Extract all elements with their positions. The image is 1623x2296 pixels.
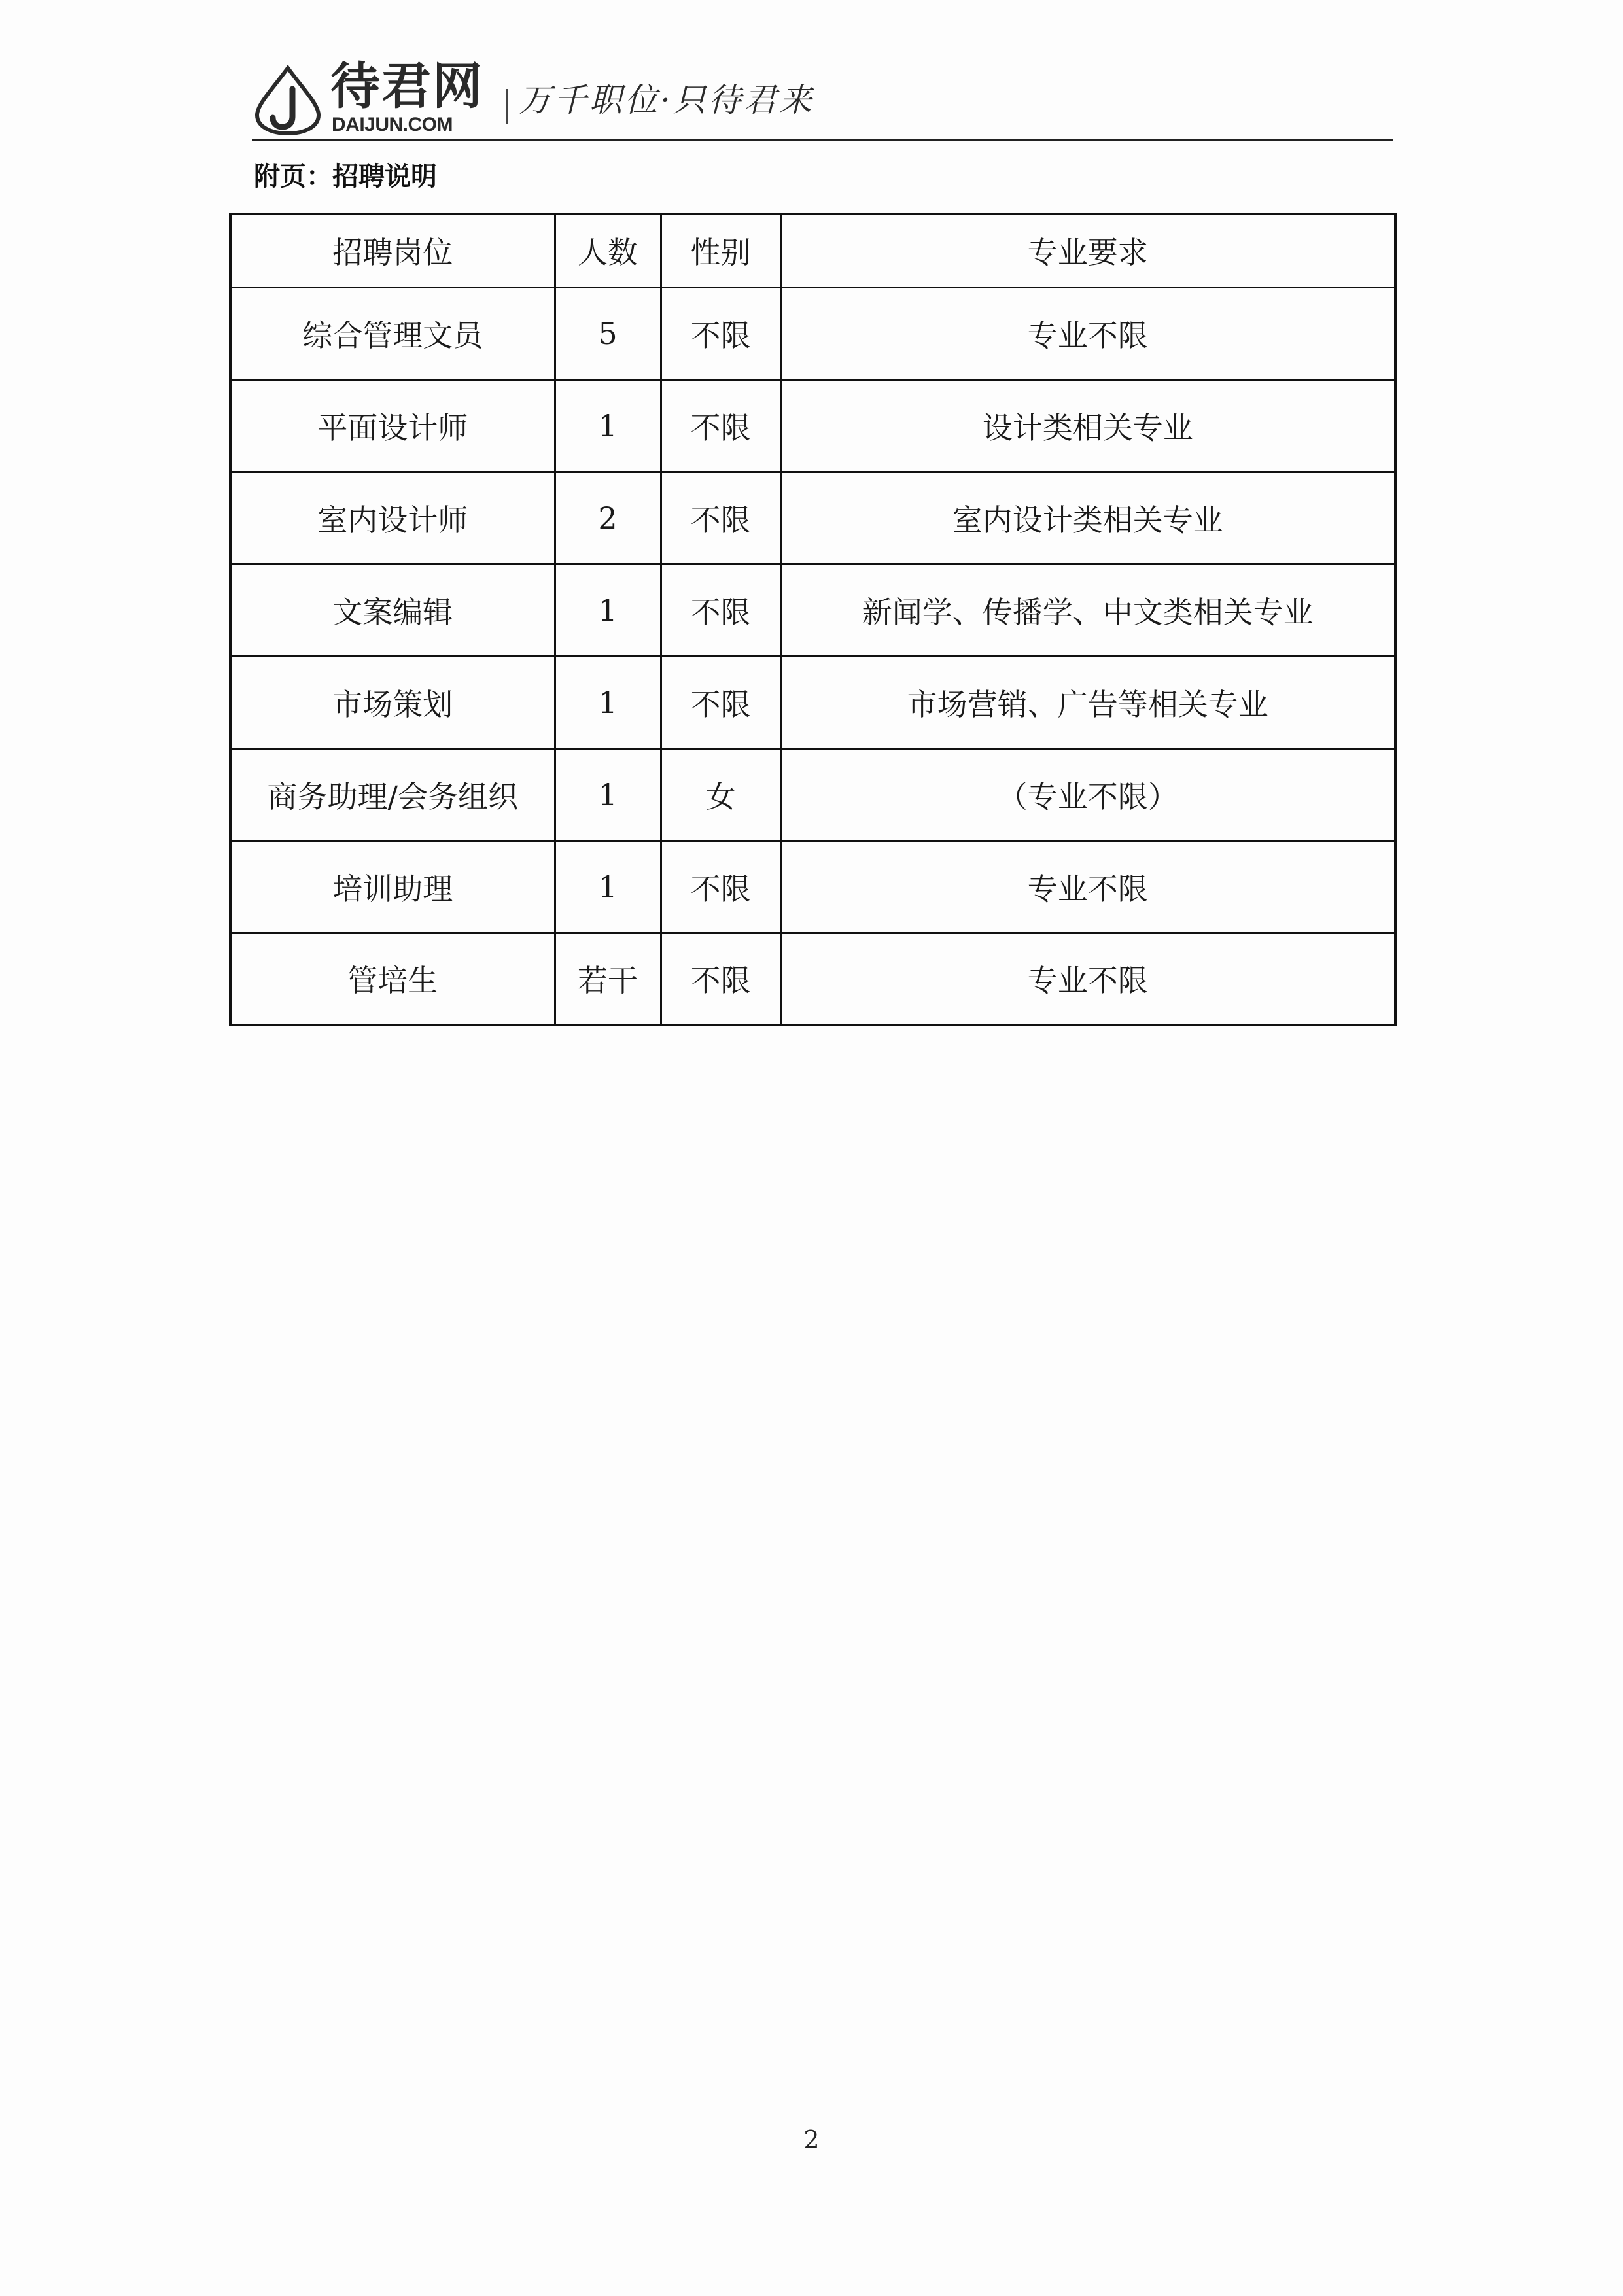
cell-position: 综合管理文员: [230, 287, 555, 379]
table-header-row: [230, 214, 1395, 287]
cell-gender: 不限: [661, 287, 780, 379]
cell-count: 1: [555, 379, 661, 472]
header-major: 专业要求: [780, 214, 1395, 287]
slogan: 万千职位·只待君来: [519, 81, 814, 119]
cell-position: 平面设计师: [230, 379, 555, 472]
table-row: [230, 748, 1395, 841]
daijun-logo-icon: [252, 64, 324, 136]
cell-count: 1: [555, 748, 661, 841]
cell-count: 1: [555, 564, 661, 656]
cell-gender: 不限: [661, 841, 780, 933]
cell-position: 商务助理/会务组织: [230, 748, 555, 841]
cell-gender: 不限: [661, 472, 780, 564]
page-number: 2: [803, 2125, 820, 2154]
table-row: [230, 656, 1395, 748]
cell-position: 市场策划: [230, 656, 555, 748]
logo-title: 待君网: [330, 57, 483, 115]
header-gender: 性别: [661, 214, 780, 287]
section-heading: 附页：招聘说明: [254, 162, 437, 192]
table-row: [230, 472, 1395, 564]
cell-count: 1: [555, 656, 661, 748]
cell-gender: 不限: [661, 564, 780, 656]
cell-major: 市场营销、广告等相关专业: [780, 656, 1395, 748]
cell-count: 若干: [555, 933, 661, 1025]
cell-major: 专业不限: [780, 841, 1395, 933]
cell-gender: 不限: [661, 933, 780, 1025]
cell-position: 培训助理: [230, 841, 555, 933]
table-row: [230, 379, 1395, 472]
cell-major: 设计类相关专业: [780, 379, 1395, 472]
table-row: [230, 841, 1395, 933]
header-count: 人数: [555, 214, 661, 287]
table-row: [230, 564, 1395, 656]
header-rule: [252, 139, 1393, 141]
cell-major: （专业不限）: [780, 748, 1395, 841]
cell-gender: 不限: [661, 656, 780, 748]
cell-count: 5: [555, 287, 661, 379]
logo-divider: [506, 89, 508, 124]
table-row: [230, 933, 1395, 1025]
cell-gender: 不限: [661, 379, 780, 472]
cell-position: 文案编辑: [230, 564, 555, 656]
recruitment-table: [229, 213, 1397, 1026]
cell-major: 室内设计类相关专业: [780, 472, 1395, 564]
cell-position: 室内设计师: [230, 472, 555, 564]
table-row: [230, 287, 1395, 379]
cell-major: 新闻学、传播学、中文类相关专业: [780, 564, 1395, 656]
letterhead: [252, 58, 1393, 139]
header-position: 招聘岗位: [230, 214, 555, 287]
cell-position: 管培生: [230, 933, 555, 1025]
cell-major: 专业不限: [780, 933, 1395, 1025]
cell-gender: 女: [661, 748, 780, 841]
cell-major: 专业不限: [780, 287, 1395, 379]
logo-domain: DAIJUN.COM: [332, 114, 453, 135]
cell-count: 2: [555, 472, 661, 564]
cell-count: 1: [555, 841, 661, 933]
